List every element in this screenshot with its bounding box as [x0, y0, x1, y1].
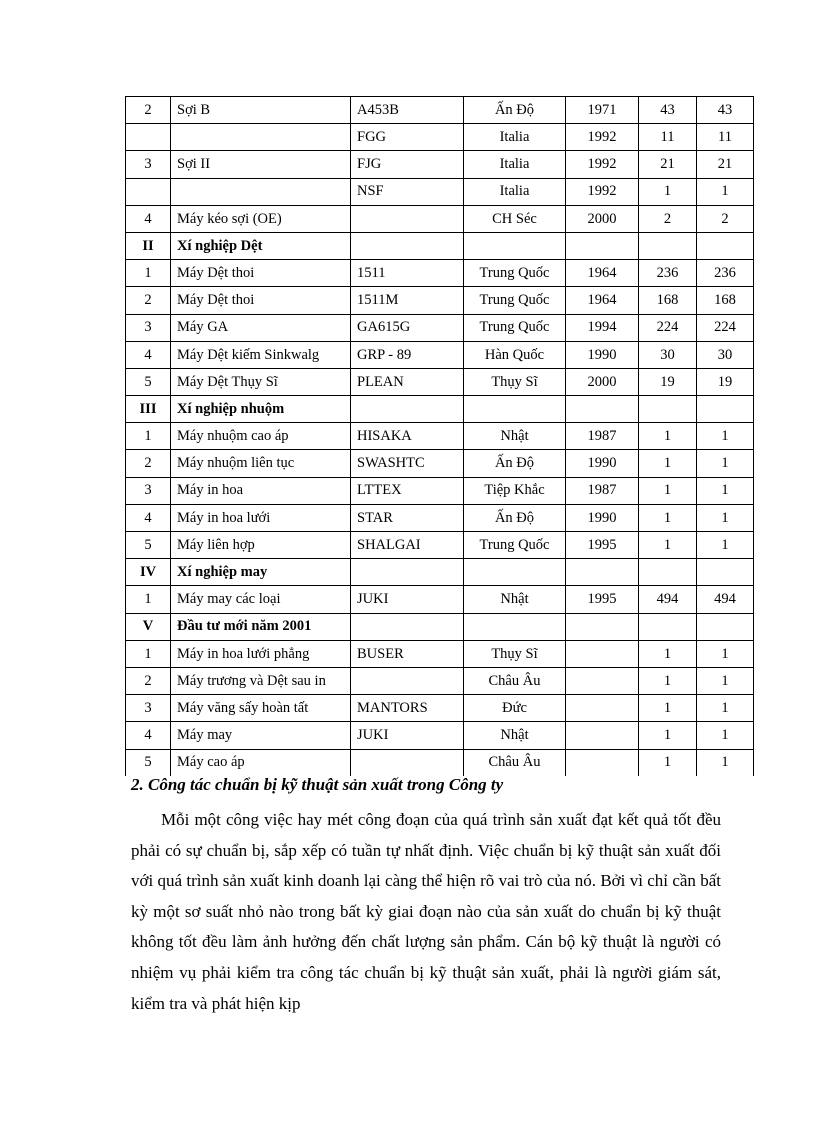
table-row	[126, 341, 754, 368]
quantity-in-use-cell: 1	[697, 450, 754, 477]
model-code-cell: LTTEX	[351, 477, 464, 504]
year-cell: 1992	[566, 178, 639, 205]
model-code-cell: NSF	[351, 178, 464, 205]
equipment-name-cell: Máy văng sấy hoàn tất	[171, 695, 351, 722]
row-number-cell: 5	[126, 749, 171, 776]
quantity-cell: 1	[639, 450, 697, 477]
equipment-name-cell: Máy Dệt thoi	[171, 287, 351, 314]
table-row	[126, 205, 754, 232]
row-number-cell	[126, 124, 171, 151]
table-row	[126, 368, 754, 395]
row-number-cell: V	[126, 613, 171, 640]
equipment-name-cell: Máy in hoa lưới	[171, 504, 351, 531]
model-code-cell: JUKI	[351, 722, 464, 749]
year-cell: 1987	[566, 423, 639, 450]
quantity-in-use-cell: 1	[697, 749, 754, 776]
quantity-in-use-cell: 1	[697, 504, 754, 531]
model-code-cell: 1511M	[351, 287, 464, 314]
quantity-cell: 1	[639, 667, 697, 694]
equipment-name-cell	[171, 178, 351, 205]
origin-country-cell: Italia	[464, 124, 566, 151]
table-row	[126, 260, 754, 287]
year-cell: 1964	[566, 287, 639, 314]
equipment-name-cell: Sợi B	[171, 97, 351, 124]
equipment-name-cell: Xí nghiệp may	[171, 559, 351, 586]
equipment-table-body	[126, 97, 754, 776]
year-cell: 1987	[566, 477, 639, 504]
table-row	[126, 532, 754, 559]
equipment-name-cell: Xí nghiệp Dệt	[171, 232, 351, 259]
model-code-cell: GA615G	[351, 314, 464, 341]
equipment-name-cell: Máy cao áp	[171, 749, 351, 776]
quantity-in-use-cell: 11	[697, 124, 754, 151]
year-cell	[566, 559, 639, 586]
row-number-cell: 2	[126, 287, 171, 314]
model-code-cell	[351, 667, 464, 694]
year-cell: 2000	[566, 368, 639, 395]
year-cell: 1990	[566, 341, 639, 368]
year-cell: 1990	[566, 450, 639, 477]
origin-country-cell	[464, 396, 566, 423]
row-number-cell: 5	[126, 532, 171, 559]
table-row	[126, 151, 754, 178]
year-cell: 1971	[566, 97, 639, 124]
row-number-cell: 5	[126, 368, 171, 395]
year-cell	[566, 232, 639, 259]
table-section-row	[126, 232, 754, 259]
origin-country-cell: Đức	[464, 695, 566, 722]
quantity-cell: 494	[639, 586, 697, 613]
quantity-cell	[639, 232, 697, 259]
model-code-cell	[351, 749, 464, 776]
quantity-in-use-cell: 2	[697, 205, 754, 232]
year-cell	[566, 396, 639, 423]
quantity-cell: 19	[639, 368, 697, 395]
quantity-cell: 1	[639, 504, 697, 531]
row-number-cell: III	[126, 396, 171, 423]
table-row	[126, 314, 754, 341]
quantity-in-use-cell: 21	[697, 151, 754, 178]
model-code-cell: MANTORS	[351, 695, 464, 722]
row-number-cell: 1	[126, 423, 171, 450]
quantity-cell: 11	[639, 124, 697, 151]
equipment-name-cell: Máy liên hợp	[171, 532, 351, 559]
model-code-cell: BUSER	[351, 640, 464, 667]
row-number-cell: 3	[126, 151, 171, 178]
model-code-cell: STAR	[351, 504, 464, 531]
table-row	[126, 749, 754, 776]
section-heading: 2. Công tác chuẩn bị kỹ thuật sản xuất trong Công ty	[131, 775, 504, 794]
quantity-in-use-cell	[697, 559, 754, 586]
equipment-name-cell: Máy Dệt thoi	[171, 260, 351, 287]
quantity-in-use-cell: 1	[697, 722, 754, 749]
quantity-in-use-cell: 1	[697, 695, 754, 722]
origin-country-cell: Italia	[464, 178, 566, 205]
model-code-cell	[351, 232, 464, 259]
model-code-cell	[351, 205, 464, 232]
equipment-name-cell: Máy trương và Dệt sau in	[171, 667, 351, 694]
row-number-cell: 4	[126, 205, 171, 232]
quantity-in-use-cell: 1	[697, 178, 754, 205]
quantity-in-use-cell: 1	[697, 640, 754, 667]
equipment-name-cell: Đầu tư mới năm 2001	[171, 613, 351, 640]
table-row	[126, 667, 754, 694]
origin-country-cell: Ấn Độ	[464, 450, 566, 477]
table-row	[126, 423, 754, 450]
origin-country-cell: Châu Âu	[464, 667, 566, 694]
table-row	[126, 124, 754, 151]
year-cell	[566, 695, 639, 722]
origin-country-cell: Ấn Độ	[464, 504, 566, 531]
model-code-cell: PLEAN	[351, 368, 464, 395]
quantity-in-use-cell	[697, 613, 754, 640]
origin-country-cell	[464, 559, 566, 586]
origin-country-cell: Nhật	[464, 722, 566, 749]
equipment-name-cell: Máy nhuộm liên tục	[171, 450, 351, 477]
origin-country-cell: Italia	[464, 151, 566, 178]
model-code-cell: FJG	[351, 151, 464, 178]
row-number-cell: 3	[126, 314, 171, 341]
equipment-name-cell: Máy in hoa lưới phẳng	[171, 640, 351, 667]
quantity-cell: 43	[639, 97, 697, 124]
table-row	[126, 722, 754, 749]
quantity-cell: 168	[639, 287, 697, 314]
model-code-cell: HISAKA	[351, 423, 464, 450]
quantity-cell: 1	[639, 532, 697, 559]
model-code-cell: SHALGAI	[351, 532, 464, 559]
quantity-cell: 1	[639, 749, 697, 776]
row-number-cell: 4	[126, 504, 171, 531]
origin-country-cell: Thụy Sĩ	[464, 368, 566, 395]
equipment-name-cell: Máy may các loại	[171, 586, 351, 613]
equipment-table	[125, 96, 754, 776]
origin-country-cell: Trung Quốc	[464, 260, 566, 287]
year-cell: 1995	[566, 532, 639, 559]
quantity-cell: 1	[639, 423, 697, 450]
model-code-cell: JUKI	[351, 586, 464, 613]
year-cell	[566, 749, 639, 776]
quantity-cell: 236	[639, 260, 697, 287]
model-code-cell: GRP - 89	[351, 341, 464, 368]
row-number-cell: 3	[126, 477, 171, 504]
origin-country-cell: Nhật	[464, 423, 566, 450]
origin-country-cell: Ấn Độ	[464, 97, 566, 124]
table-section-row	[126, 613, 754, 640]
quantity-in-use-cell: 1	[697, 532, 754, 559]
quantity-cell	[639, 396, 697, 423]
quantity-in-use-cell: 43	[697, 97, 754, 124]
year-cell: 1992	[566, 151, 639, 178]
year-cell	[566, 722, 639, 749]
quantity-in-use-cell: 168	[697, 287, 754, 314]
quantity-in-use-cell	[697, 232, 754, 259]
quantity-cell: 1	[639, 722, 697, 749]
table-row	[126, 640, 754, 667]
equipment-name-cell: Máy Dệt Thụy Sĩ	[171, 368, 351, 395]
model-code-cell: 1511	[351, 260, 464, 287]
equipment-name-cell: Máy nhuộm cao áp	[171, 423, 351, 450]
body-paragraph: Mỗi một công việc hay mét công đoạn của quá trình sản xuất đạt kết quả tốt đều phải có sự chuẩn bị, sắp xếp có tuần tự nhất định. Việc chuẩn bị kỹ thuật sản xuất đối với quá trình sản xuất kinh doanh lại càng thể hiện rõ vai trò của nó. Bởi vì chỉ cần bất kỳ một sơ suất nhỏ nào trong bất kỳ giai đoạn nào của sản xuất do chuẩn bị kỹ thuật không tốt đều làm ảnh hưởng đến chất lượng sản phẩm. Cán bộ kỹ thuật là người có nhiệm vụ phải kiểm tra công tác chuẩn bị kỹ thuật sản xuất, phải là người giám sát, kiểm tra và phát hiện kịp	[131, 810, 721, 1013]
table-row	[126, 504, 754, 531]
origin-country-cell: Trung Quốc	[464, 314, 566, 341]
year-cell	[566, 667, 639, 694]
origin-country-cell: Thụy Sĩ	[464, 640, 566, 667]
table-row	[126, 695, 754, 722]
quantity-in-use-cell	[697, 396, 754, 423]
equipment-name-cell: Xí nghiệp nhuộm	[171, 396, 351, 423]
origin-country-cell: CH Séc	[464, 205, 566, 232]
row-number-cell: 4	[126, 722, 171, 749]
equipment-name-cell: Sợi II	[171, 151, 351, 178]
origin-country-cell: Trung Quốc	[464, 532, 566, 559]
quantity-in-use-cell: 1	[697, 423, 754, 450]
quantity-cell: 1	[639, 178, 697, 205]
quantity-cell	[639, 559, 697, 586]
quantity-in-use-cell: 224	[697, 314, 754, 341]
year-cell: 1992	[566, 124, 639, 151]
quantity-cell	[639, 613, 697, 640]
quantity-in-use-cell: 494	[697, 586, 754, 613]
model-code-cell	[351, 559, 464, 586]
row-number-cell	[126, 178, 171, 205]
table-section-row	[126, 559, 754, 586]
model-code-cell: A453B	[351, 97, 464, 124]
equipment-name-cell: Máy in hoa	[171, 477, 351, 504]
equipment-name-cell	[171, 124, 351, 151]
quantity-cell: 1	[639, 477, 697, 504]
row-number-cell: 2	[126, 450, 171, 477]
quantity-cell: 1	[639, 640, 697, 667]
table-row	[126, 287, 754, 314]
row-number-cell: IV	[126, 559, 171, 586]
year-cell: 1995	[566, 586, 639, 613]
quantity-in-use-cell: 1	[697, 477, 754, 504]
year-cell: 2000	[566, 205, 639, 232]
table-row	[126, 97, 754, 124]
year-cell: 1990	[566, 504, 639, 531]
origin-country-cell: Châu Âu	[464, 749, 566, 776]
quantity-in-use-cell: 236	[697, 260, 754, 287]
year-cell	[566, 613, 639, 640]
table-row	[126, 178, 754, 205]
model-code-cell: FGG	[351, 124, 464, 151]
model-code-cell: SWASHTC	[351, 450, 464, 477]
row-number-cell: 2	[126, 97, 171, 124]
year-cell: 1994	[566, 314, 639, 341]
model-code-cell	[351, 613, 464, 640]
quantity-in-use-cell: 30	[697, 341, 754, 368]
year-cell: 1964	[566, 260, 639, 287]
quantity-cell: 30	[639, 341, 697, 368]
equipment-name-cell: Máy kéo sợi (OE)	[171, 205, 351, 232]
origin-country-cell	[464, 613, 566, 640]
origin-country-cell: Tiệp Khắc	[464, 477, 566, 504]
quantity-cell: 21	[639, 151, 697, 178]
table-row	[126, 477, 754, 504]
row-number-cell: 1	[126, 586, 171, 613]
origin-country-cell: Nhật	[464, 586, 566, 613]
year-cell	[566, 640, 639, 667]
model-code-cell	[351, 396, 464, 423]
equipment-name-cell: Máy GA	[171, 314, 351, 341]
row-number-cell: II	[126, 232, 171, 259]
origin-country-cell: Hàn Quốc	[464, 341, 566, 368]
origin-country-cell: Trung Quốc	[464, 287, 566, 314]
row-number-cell: 4	[126, 341, 171, 368]
table-row	[126, 586, 754, 613]
origin-country-cell	[464, 232, 566, 259]
row-number-cell: 1	[126, 640, 171, 667]
row-number-cell: 3	[126, 695, 171, 722]
equipment-name-cell: Máy Dệt kiếm Sinkwalg	[171, 341, 351, 368]
quantity-in-use-cell: 19	[697, 368, 754, 395]
quantity-cell: 2	[639, 205, 697, 232]
equipment-name-cell: Máy may	[171, 722, 351, 749]
quantity-cell: 1	[639, 695, 697, 722]
quantity-cell: 224	[639, 314, 697, 341]
table-section-row	[126, 396, 754, 423]
row-number-cell: 2	[126, 667, 171, 694]
row-number-cell: 1	[126, 260, 171, 287]
table-row	[126, 450, 754, 477]
quantity-in-use-cell: 1	[697, 667, 754, 694]
